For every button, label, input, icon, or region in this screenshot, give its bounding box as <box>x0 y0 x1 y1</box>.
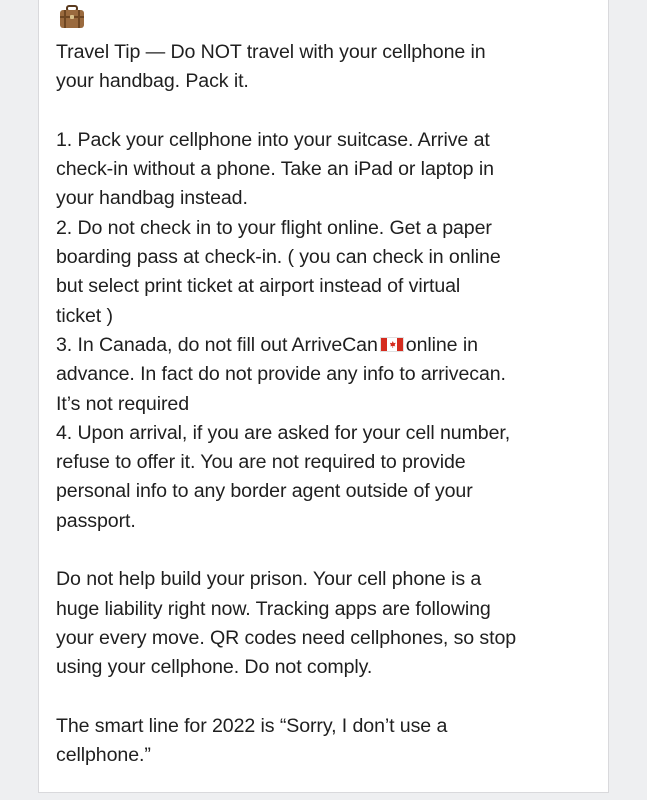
list-item-3-text-a: 3. In Canada, do not fill out ArriveCan <box>56 333 378 356</box>
tip-headline-line-2: your handbag. Pack it. <box>56 70 249 93</box>
list-item-3-line-1 <box>56 331 601 360</box>
canada-flag-icon <box>380 337 404 352</box>
list-item-3-text-b: online in <box>405 333 478 356</box>
list-item-1-line-3: your handbag instead. <box>56 187 248 210</box>
list-item-4-line-2: refuse to offer it. You are not required to provide <box>56 451 466 474</box>
paragraph-gap <box>56 536 601 565</box>
warning-line-2: huge liability right now. Tracking apps are following <box>56 597 491 620</box>
closing-line-2: cellphone.” <box>56 744 151 767</box>
list-item-2-line-1: 2. Do not check in to your flight online. Get a paper <box>56 216 492 239</box>
tip-headline-line-1: Travel Tip — Do NOT travel with your cellphone in <box>56 41 486 63</box>
list-item-3-line-3: It’s not required <box>56 392 189 415</box>
list-item-1-line-1: 1. Pack your cellphone into your suitcase. Arrive at <box>56 128 490 151</box>
list-item-2-line-3: but select print ticket at airport instead of virtual <box>56 275 461 298</box>
paragraph-gap <box>56 97 601 126</box>
warning-line-1: Do not help build your prison. Your cell phone is a <box>56 568 482 591</box>
list-item-4-line-4: passport. <box>56 509 136 532</box>
list-item-2-line-2: boarding pass at check-in. ( you can check in online <box>56 246 501 269</box>
suitcase-icon <box>59 5 85 29</box>
paragraph-gap <box>56 683 601 712</box>
list-item-4-line-3: personal info to any border agent outside of your <box>56 480 473 503</box>
warning-line-3: your every move. QR codes need cellphones, so stop <box>56 626 517 649</box>
warning-line-4: using your cellphone. Do not comply. <box>56 656 373 679</box>
list-item-1-line-2: check-in without a phone. Take an iPad or laptop in <box>56 158 494 181</box>
list-item-3-line-2: advance. In fact do not provide any info to arrivecan. <box>56 363 506 386</box>
list-item-4-line-1: 4. Upon arrival, if you are asked for your cell number, <box>56 421 511 444</box>
list-item-2-line-4: ticket ) <box>56 304 113 327</box>
closing-line-1: The smart line for 2022 is “Sorry, I don’t use a <box>56 714 448 737</box>
post-body <box>56 38 601 770</box>
